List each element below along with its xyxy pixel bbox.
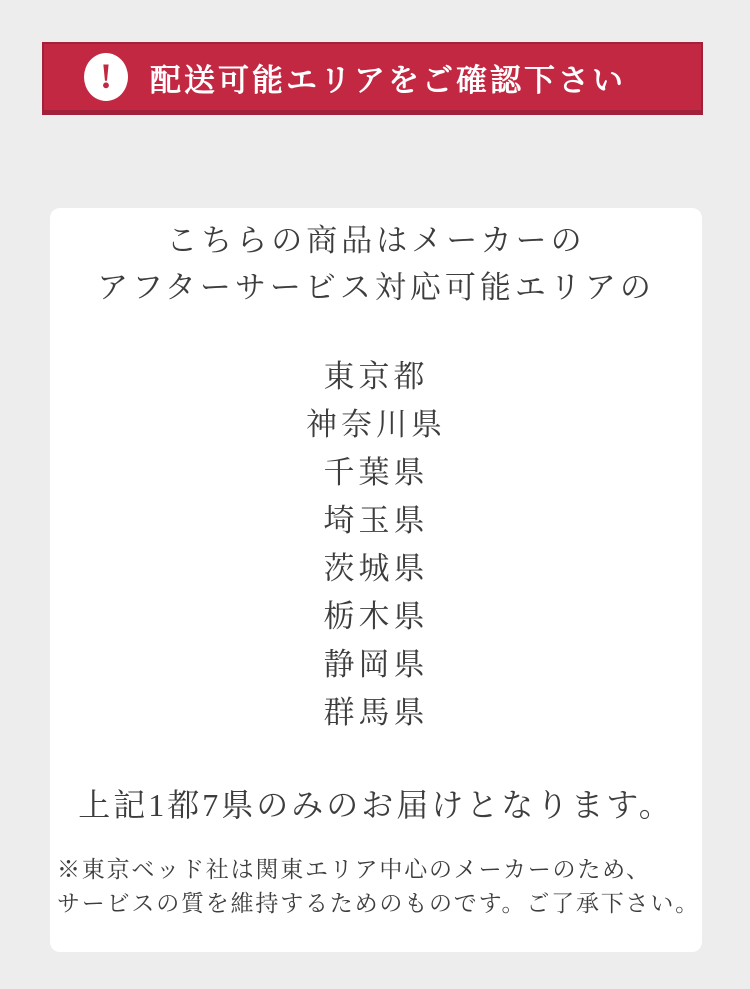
footnote-line-2: サービスの質を維持するためのものです。ご了承下さい。 <box>57 891 700 916</box>
prefecture-list <box>50 353 702 737</box>
delivery-area-alert-banner <box>42 42 703 115</box>
prefecture-item: 神奈川県 <box>306 407 446 442</box>
delivery-note: 上記1都7県のみのお届けとなります。 <box>78 787 674 823</box>
footnote-text <box>50 853 702 921</box>
prefecture-item: 群馬県 <box>323 695 429 730</box>
prefecture-item: 静岡県 <box>323 647 429 682</box>
delivery-area-info-card <box>50 208 702 952</box>
prefecture-item: 埼玉県 <box>323 503 429 538</box>
exclamation-icon <box>84 53 128 101</box>
prefecture-item: 千葉県 <box>323 455 429 490</box>
intro-line-1: こちらの商品はメーカーの <box>166 223 586 258</box>
footnote-line-1: ※東京ベッド社は関東エリア中心のメーカーのため、 <box>57 857 651 882</box>
prefecture-item: 栃木県 <box>323 599 429 634</box>
intro-text <box>50 217 702 311</box>
prefecture-item: 東京都 <box>323 359 429 394</box>
intro-line-2: アフターサービス対応可能エリアの <box>97 270 655 305</box>
alert-banner-title: 配送可能エリアをご確認下さい <box>150 62 626 98</box>
prefecture-item: 茨城県 <box>323 551 429 586</box>
exclamation-glyph: ! <box>100 56 112 96</box>
